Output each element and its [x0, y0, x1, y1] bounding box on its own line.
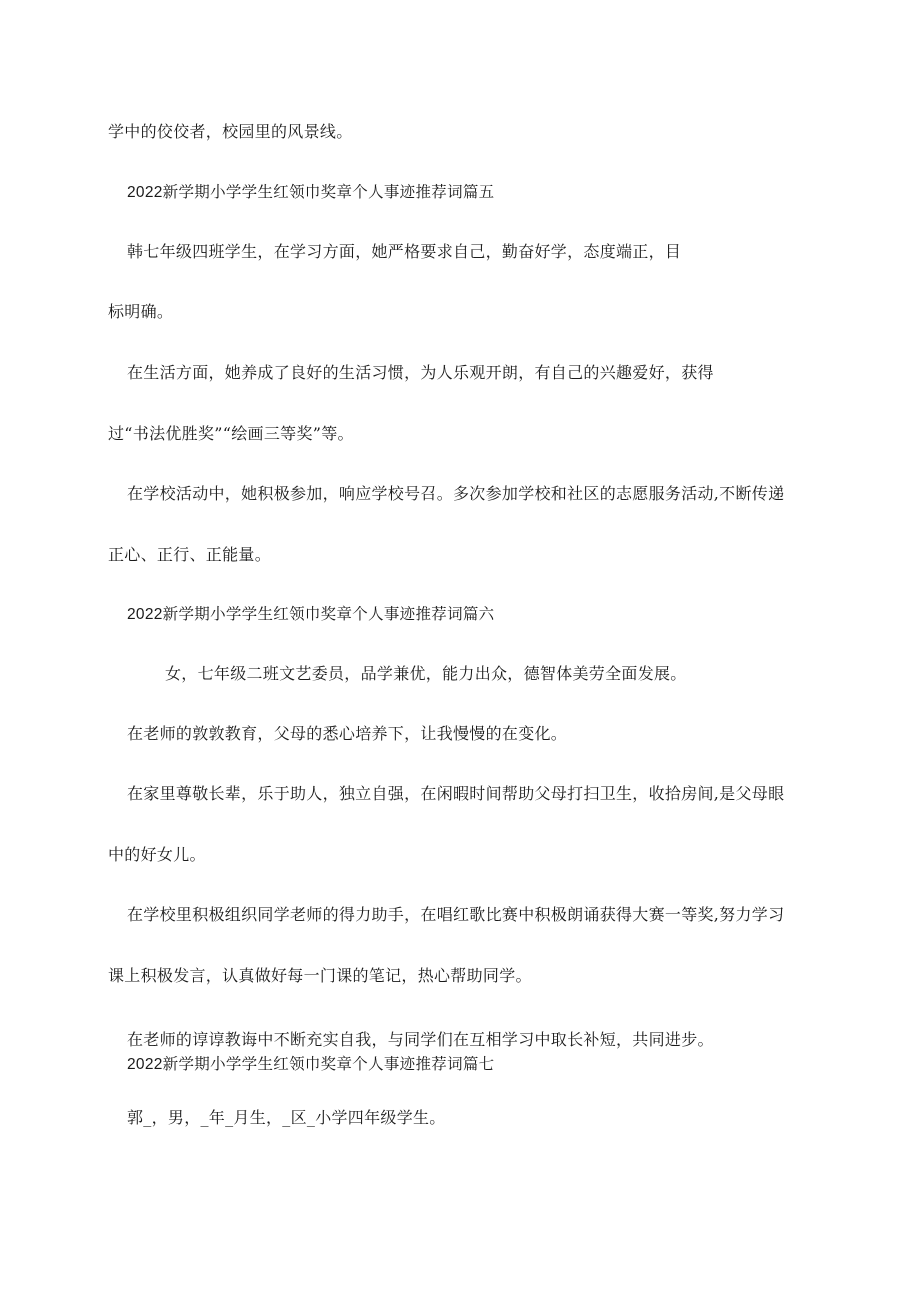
paragraph-line: 过“书法优胜奖”“绘画三等奖”等。 — [108, 424, 354, 443]
paragraph-line: 正心、正行、正能量。 — [108, 545, 272, 564]
paragraph-line: 中的好女儿。 — [108, 845, 206, 864]
paragraph-line: 在老师的敦敦教育，父母的悉心培养下，让我慢慢的在变化。 — [127, 724, 568, 743]
paragraph-line: 在学校活动中，她积极参加，响应学校号召。多次参加学校和社区的志愿服务活动,不断传递 — [127, 484, 785, 503]
paragraph-line: 韩七年级四班学生，在学习方面，她严格要求自己，勤奋好学，态度端正，目 — [127, 242, 682, 261]
section-heading-6: 2022新学期小学学生红领巾奖章个人事迹推荐词篇六 — [127, 606, 495, 623]
paragraph-line: 在老师的谆谆教诲中不断充实自我，与同学们在互相学习中取长补短，共同进步。 — [127, 1030, 714, 1049]
paragraph-line: 郭_，男，_年_月生，_区_小学四年级学生。 — [127, 1108, 446, 1127]
section-heading-7: 2022新学期小学学生红领巾奖章个人事迹推荐词篇七 — [127, 1056, 495, 1073]
paragraph-line: 在生活方面，她养成了良好的生活习惯，为人乐观开朗，有自己的兴趣爱好，获得 — [127, 363, 714, 382]
paragraph-line: 课上积极发言，认真做好每一门课的笔记，热心帮助同学。 — [108, 966, 532, 985]
paragraph-line: 女，七年级二班文艺委员，品学兼优，能力出众，德智体美劳全面发展。 — [165, 664, 687, 683]
paragraph-line: 在家里尊敬长辈，乐于助人，独立自强，在闲暇时间帮助父母打扫卫生，收拾房间,是父母眼 — [127, 784, 785, 803]
paragraph-line: 学中的佼佼者，校园里的风景线。 — [108, 122, 353, 141]
section-heading-5: 2022新学期小学学生红领巾奖章个人事迹推荐词篇五 — [127, 184, 495, 201]
paragraph-line: 在学校里积极组织同学老师的得力助手，在唱红歌比赛中积极朗诵获得大赛一等奖,努力学习 — [127, 905, 785, 924]
paragraph-line: 标明确。 — [108, 302, 174, 321]
